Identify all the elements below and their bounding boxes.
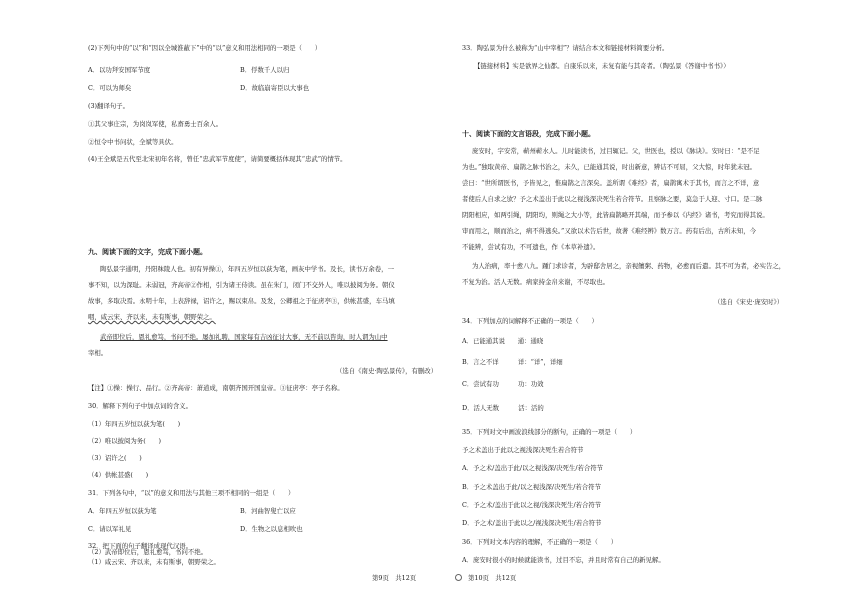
option-c: C．尝试有功 功：功效	[462, 380, 544, 388]
question-text: (2)下列句中的“以”和“因以全城淮蔽下”中的“以”意义和用法相同的一项是（ ）	[88, 44, 322, 52]
passage-line: 事不知，以为深耻。未弱冠，齐高帝②作相，引为诸王侍读。虽在朱门，闭门不交外人，唯以披阅为务。朝仪	[88, 281, 395, 289]
option-b: B．予之术盖出于此/以之视浅深/决死生/若合符节	[462, 483, 601, 491]
translate-item: ②恒令中书问状，全斌等具伏。	[88, 138, 178, 146]
question-text: (3)翻译句子。	[88, 102, 130, 110]
question-text: 32．把下面的句子翻译成现代汉语。	[88, 542, 192, 550]
option-a: A．予之术/盖出于此/以之视浅深/决死生/若合符节	[462, 464, 604, 472]
sub-item: （2）唯以披阅为务( )	[88, 437, 161, 445]
passage-source: （选自《南史·陶弘景传》，有删改）	[336, 367, 438, 375]
option-d: D．活人无数 活：活的	[462, 404, 544, 412]
option-b: B．河曲智叟亡以应	[240, 507, 296, 515]
option-a: A．年四五岁恒以荻为笔	[88, 507, 157, 515]
passage-line: 武帝即位后，恩礼愈笃，书问不绝。屡加礼聘，国家每有吉凶征讨大事，无不前以咨询，时人谓为山中	[100, 333, 388, 341]
question-text: 33．陶弘景为什么被称为“山中宰相”？请结合本文和链接材料简要分析。	[462, 44, 669, 52]
passage-line: 宰相。	[88, 349, 108, 357]
binding-hole-icon	[455, 574, 462, 581]
translate-item: ①其父事庄宗，为岗岚军使，私畜勇士百余人。	[88, 120, 223, 128]
question-text: 36．下列对文本内容的理解，不正确的一项是（ ）	[462, 538, 618, 546]
option-b: B．言之不详 详：“详”，详细	[462, 358, 563, 366]
option-d: D．故临崩寄臣以大事也	[240, 84, 310, 92]
sub-item: （1）咸云宋、齐以来，未有斯事，朝野荣之。	[88, 558, 220, 566]
sub-item: （2）武帝即位后，恩礼愈笃，书问不绝。	[88, 548, 208, 556]
passage-line: 为人治病，率十愈八九。踵门求诊者，为辟邸舍居之，亲视饘粥、药物，必愈而后遣。其不可为者，必实告之，	[472, 262, 786, 270]
passage-line: 庞安时，字安常，蕲州蕲水人。儿时能读书，过目辄记。父，世医也，授以《脉诀》。安时曰：“是不足	[472, 147, 760, 155]
passage-line: 者使后人自求之欤？予之术盖出于此以之视浅深决死生若合符节。且察脉之要，莫急于人迎、寸口。是二脉	[462, 195, 763, 203]
page-number-right: 第10页 共12页	[468, 574, 517, 582]
sub-item: （1）年四五岁恒以荻为笔( )	[88, 420, 181, 428]
passage-line: 为也。”独取黄帝、扁鹊之脉书治之，未久，已能通其说，时出新意，辨诘不可屈，父大惊，时年犹未冠。	[462, 163, 757, 171]
option-d: D．生物之以息相吹也	[240, 525, 303, 533]
option-d: D．予之术/盖出于此以之/视浅深决死生/若合符节	[462, 519, 602, 527]
sub-item: （3）诏许之( )	[88, 454, 142, 462]
option-c: C．予之术/盖出于此以之视/浅深决死生/若合符节	[462, 501, 602, 509]
option-a: A．庞安时很小的时候就能读书，过目不忘，并且时常有自己的新见解。	[462, 556, 665, 564]
option-b: B．俘数千人以归	[240, 66, 290, 74]
section-title: 九、阅读下面的文字，完成下面小题。	[88, 247, 207, 256]
passage-source: （选自《宋史·庞安时》）	[714, 298, 784, 306]
sub-item: （4）供帐甚盛( )	[88, 471, 149, 479]
passage-line: 阴阳相应，如两引绳，阴阳均，则绳之大小等，此皆扁鹊略开其端，而予参以《内经》诸书，考究而得其说。	[462, 211, 769, 219]
passage-line: 不复为治。活人无数。病家持金帛来谢，不尽取也。	[462, 278, 609, 286]
option-c: C．可以为师矣	[88, 84, 132, 92]
link-material: 【链接材料】实是欲界之仙都。自康乐以来，未复有能与其奇者。（陶弘景《答谢中书书》）	[474, 62, 730, 70]
passage-line: 陶弘景字通明，丹阳秣陵人也。初有异操①，年四五岁恒以荻为笔，画灰中学书。及长，读书万余卷，一	[100, 265, 394, 273]
q35-sentence: 予之术盖出于此以之视浅深决死生若合符节	[462, 446, 584, 454]
passage-line: 尝曰：“世所谓医书，予皆见之，惟扁鹊之言深矣。盖所谓《难经》者，扁鹊寓术于其书，而言之不详，意	[462, 179, 760, 187]
question-text: (4)王全斌是五代至北宋初年名将，曾任“忠武军节度使”，请简要概括体现其“忠武”的情节。	[88, 155, 347, 163]
passage-line: 审而用之，顺而治之，病不得逃矣。”又欲以术告后世，故著《难经辨》数万言。药有后出，古所未知，今	[462, 227, 757, 235]
question-text: 31．下列各句中，“以”的意义和用法与其他三项不相同的一组是（ ）	[88, 489, 295, 497]
passage-line: 故事，多取决焉。永明十年，上表辞禄，诏许之，赐以束帛。及发，公卿祖之于征虏亭③，供帐甚盛，车马填	[88, 297, 395, 305]
passage-line: 不能辨，尝试有功，不可遗也，作《本草补遗》。	[462, 243, 600, 251]
option-a: A．已能通其说 通：通晓	[462, 337, 544, 345]
option-a: A．以功拜安国军节度	[88, 66, 151, 74]
option-c: C．请以军礼见	[88, 525, 132, 533]
page-number-left: 第9页 共12页	[372, 574, 417, 582]
section-title: 十、阅读下面的文言语段，完成下面小题。	[462, 129, 595, 138]
question-text: 30．解释下列句子中加点词的含义。	[88, 402, 192, 410]
annotation-note: 【注】①操：操行、品行。②齐高帝：萧道成，南朝齐国开国皇帝。③征虏亭：亭子名称。	[88, 384, 344, 392]
passage-line: 咽，咸云宋、齐以来，未有斯事，朝野荣之。	[88, 313, 216, 321]
question-text: 34．下列加点的词解释不正确的一项是（ ）	[462, 317, 598, 325]
question-text: 35．下列对文中画波浪线部分的断句，正确的一项是（ ）	[462, 428, 637, 436]
